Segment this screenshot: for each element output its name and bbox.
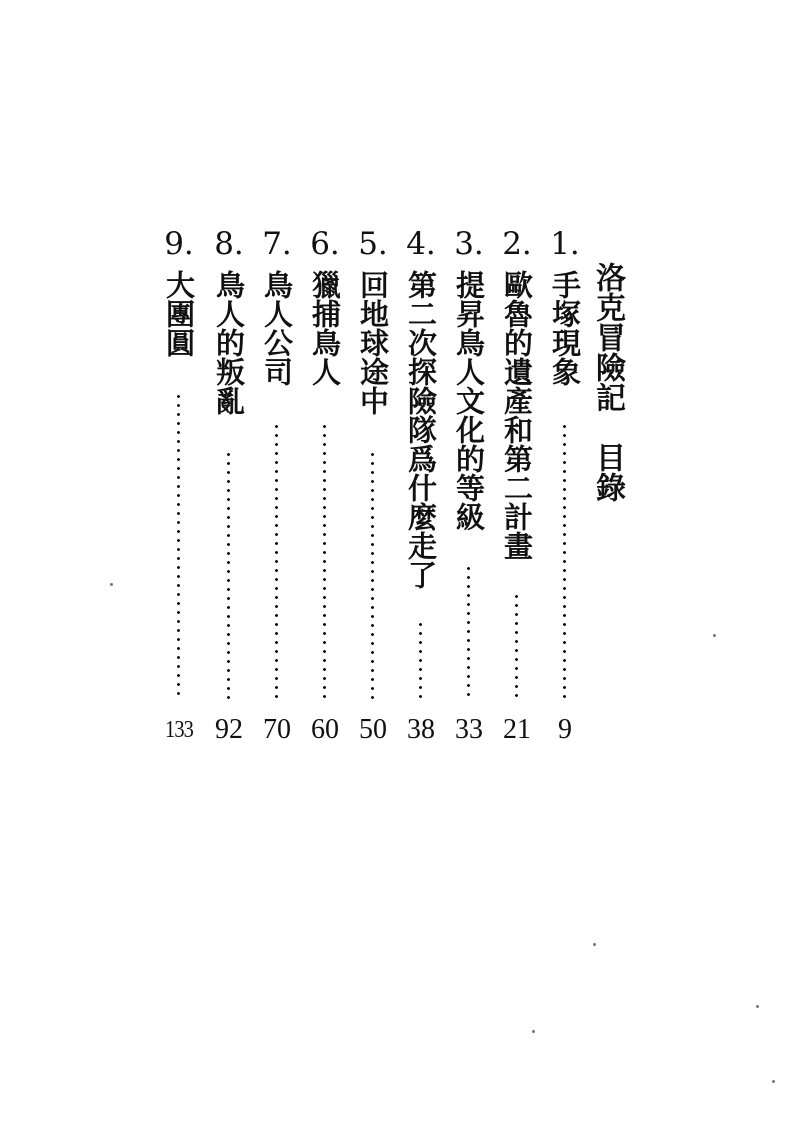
entry-number: 8. [214, 226, 244, 262]
entry-number: 6. [310, 226, 340, 262]
entry-number: 1. [550, 226, 580, 262]
entry-title: 提昇鳥人文化的等級 [452, 270, 486, 531]
dot-leader [371, 450, 374, 700]
entry-page-number: 92 [215, 714, 243, 745]
scan-speck [593, 943, 596, 946]
dot-leader [177, 392, 180, 700]
entry-page-number: 133 [164, 717, 194, 743]
dot-leader [227, 450, 230, 700]
entry-title: 回地球途中 [356, 270, 390, 415]
toc-entry-9[interactable] [156, 228, 202, 748]
entry-page-number: 9 [558, 714, 572, 745]
entry-number: 5. [358, 226, 388, 262]
toc-heading [590, 262, 624, 502]
toc-entry-7[interactable] [254, 228, 300, 748]
scan-speck [532, 1030, 535, 1033]
entry-page-number: 60 [311, 714, 339, 745]
toc-entry-5[interactable] [350, 228, 396, 748]
scan-speck [756, 1005, 759, 1008]
toc-entry-8[interactable] [206, 228, 252, 748]
scan-speck [110, 583, 113, 586]
entry-page-number: 21 [503, 714, 531, 745]
entry-number: 4. [406, 226, 436, 262]
scan-speck [772, 1080, 775, 1083]
entry-title: 手塚現象 [548, 270, 582, 386]
dot-leader [563, 422, 566, 700]
toc-entry-2[interactable] [494, 228, 540, 748]
entry-page-number: 38 [407, 714, 435, 745]
dot-leader [419, 620, 422, 700]
dot-leader [323, 422, 326, 700]
dot-leader [467, 564, 470, 700]
entry-title: 第二次探險隊爲什麼走了 [404, 270, 438, 589]
entry-title: 大團圓 [162, 270, 196, 357]
entry-number: 2. [502, 226, 532, 262]
entry-title: 鳥人公司 [260, 270, 294, 386]
entry-number: 9. [164, 226, 194, 262]
entry-page-number: 70 [263, 714, 291, 745]
toc-entry-6[interactable] [302, 228, 348, 748]
dot-leader [275, 422, 278, 700]
entry-title: 歐魯的遺產和第二計畫 [500, 270, 534, 560]
entry-number: 3. [454, 226, 484, 262]
toc-entry-3[interactable] [446, 228, 492, 748]
scan-speck [713, 634, 716, 637]
book-title: 洛克冒險記 [590, 262, 625, 412]
entry-page-number: 50 [359, 714, 387, 745]
toc-label: 目錄 [590, 442, 625, 502]
entry-page-number: 33 [455, 714, 483, 745]
entry-title: 鳥人的叛亂 [212, 270, 246, 415]
entry-number: 7. [262, 226, 292, 262]
dot-leader [515, 592, 518, 700]
toc-entry-4[interactable] [398, 228, 444, 748]
entry-title: 獵捕鳥人 [308, 270, 342, 386]
toc-entry-1[interactable] [542, 228, 588, 748]
